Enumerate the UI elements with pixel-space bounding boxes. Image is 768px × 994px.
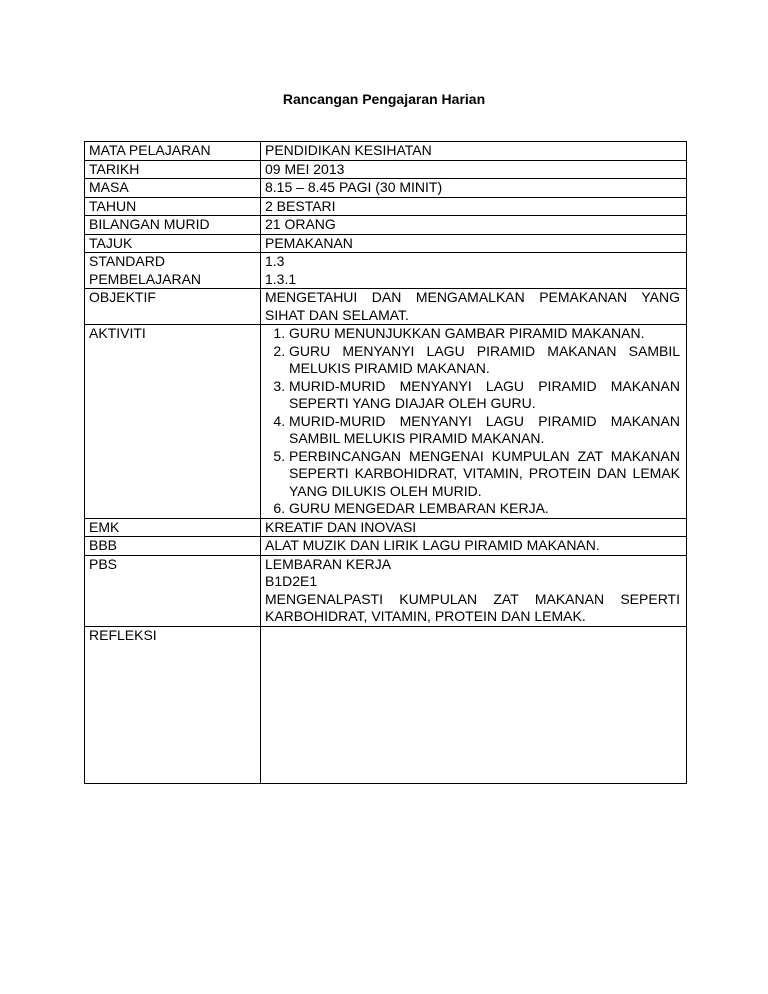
activity-item: 6. GURU MENGEDAR LEMBARAN KERJA.	[289, 500, 680, 518]
row-value-bilangan-murid: 21 ORANG	[261, 216, 687, 235]
row-label-tajuk: TAJUK	[85, 234, 261, 253]
row-label-masa: MASA	[85, 179, 261, 198]
table-row	[85, 142, 687, 161]
row-value-objektif: MENGETAHUI DAN MENGAMALKAN PEMAKANAN YANG SIHAT DAN SELAMAT.	[261, 289, 687, 325]
table-row	[85, 289, 687, 325]
table-row	[85, 518, 687, 537]
row-label-bilangan-murid: BILANGAN MURID	[85, 216, 261, 235]
activity-item: 5. PERBINCANGAN MENGENAI KUMPULAN ZAT MAKANAN SEPERTI KARBOHIDRAT, VITAMIN, PROTEIN DAN LEMAK YANG DILUKIS OLEH MURID.	[289, 448, 680, 501]
table-row	[85, 253, 687, 289]
row-label-objektif: OBJEKTIF	[85, 289, 261, 325]
row-value-pbs	[261, 555, 687, 626]
row-label-pbs: PBS	[85, 555, 261, 626]
row-value-tarikh: 09 MEI 2013	[261, 160, 687, 179]
standard-value-line-1: 1.3	[265, 253, 285, 269]
lesson-plan-table	[84, 141, 687, 784]
row-label-refleksi: REFLEKSI	[85, 626, 261, 783]
row-value-masa: 8.15 – 8.45 PAGI (30 MINIT)	[261, 179, 687, 198]
row-label-aktiviti: AKTIVITI	[85, 325, 261, 519]
activity-item: 4. MURID-MURID MENYANYI LAGU PIRAMID MAKANAN SAMBIL MELUKIS PIRAMID MAKANAN.	[289, 413, 680, 448]
pbs-line-2: B1D2E1	[265, 573, 318, 589]
table-row	[85, 160, 687, 179]
table-row	[85, 179, 687, 198]
table-row	[85, 234, 687, 253]
table-row	[85, 197, 687, 216]
table-row	[85, 555, 687, 626]
row-value-standard-pembelajaran	[261, 253, 687, 289]
table-row	[85, 537, 687, 556]
activity-item: 1. GURU MENUNJUKKAN GAMBAR PIRAMID MAKANAN.	[289, 325, 680, 343]
table-row	[85, 626, 687, 783]
activity-item: 2. GURU MENYANYI LAGU PIRAMID MAKANAN SAMBIL MELUKIS PIRAMID MAKANAN.	[289, 343, 680, 378]
standard-value-line-2: 1.3.1	[265, 270, 297, 287]
standard-label-line-1: STANDARD	[89, 253, 165, 269]
table-row	[85, 216, 687, 235]
row-value-mata-pelajaran: PENDIDIKAN KESIHATAN	[261, 142, 687, 161]
row-value-aktiviti	[261, 325, 687, 519]
row-label-tahun: TAHUN	[85, 197, 261, 216]
row-value-emk: KREATIF DAN INOVASI	[261, 518, 687, 537]
table-row	[85, 325, 687, 519]
pbs-line-1: LEMBARAN KERJA	[265, 555, 392, 572]
row-label-emk: EMK	[85, 518, 261, 537]
row-label-tarikh: TARIKH	[85, 160, 261, 179]
row-value-tahun: 2 BESTARI	[261, 197, 687, 216]
activity-item: 3. MURID-MURID MENYANYI LAGU PIRAMID MAKANAN SEPERTI YANG DIAJAR OLEH GURU.	[289, 378, 680, 413]
row-value-bbb: ALAT MUZIK DAN LIRIK LAGU PIRAMID MAKANAN.	[261, 537, 687, 556]
document-title: Rancangan Pengajaran Harian	[282, 91, 486, 107]
standard-label-line-2: PEMBELAJARAN	[89, 270, 202, 287]
pbs-line-3: MENGENALPASTI KUMPULAN ZAT MAKANAN SEPERTI KARBOHIDRAT, VITAMIN, PROTEIN DAN LEMAK.	[265, 590, 680, 624]
row-value-tajuk: PEMAKANAN	[261, 234, 687, 253]
row-label-bbb: BBB	[85, 537, 261, 556]
row-label-standard-pembelajaran	[85, 253, 261, 289]
row-value-refleksi	[261, 626, 687, 783]
row-label-mata-pelajaran: MATA PELAJARAN	[85, 142, 261, 161]
activity-list	[265, 325, 680, 518]
